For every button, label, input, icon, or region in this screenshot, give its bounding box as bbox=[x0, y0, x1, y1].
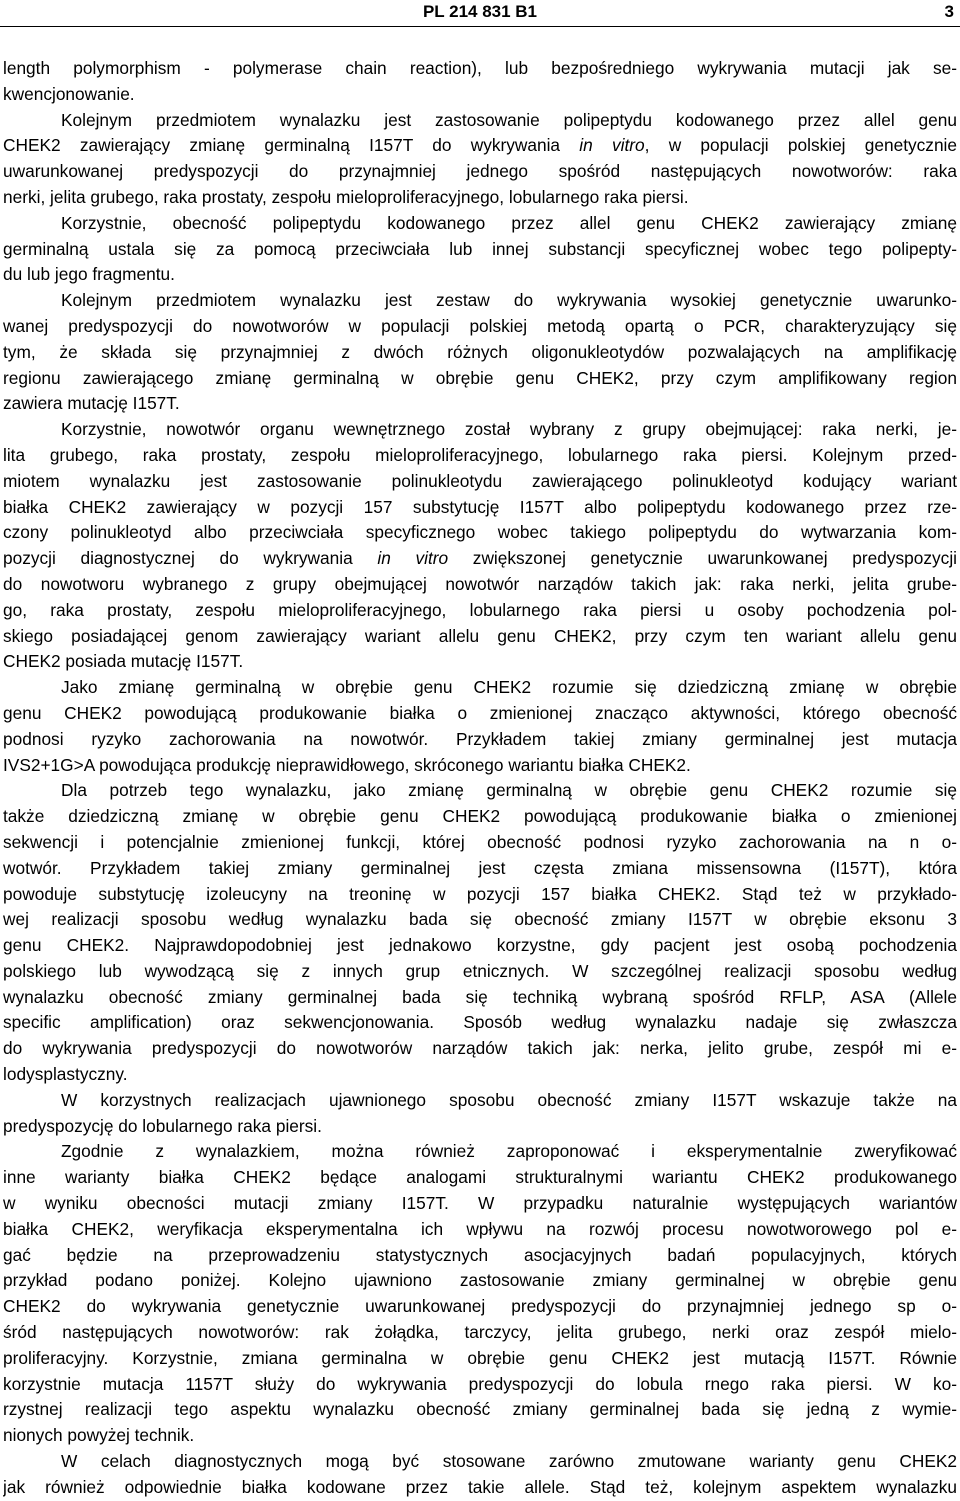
text-line: kwencjonowanie. bbox=[3, 83, 135, 104]
text-line: czony polinukleotyd albo przeciwciała specyficznego wobec takiego polipeptydu do wytwarzania kom- bbox=[3, 522, 957, 543]
text-line: także dziedziczną zmianę w obrębie genu CHEK2 powodującą produkowanie białka o zmienionej bbox=[3, 806, 957, 827]
text-line: uwarunkowanej predyspozycji do przynajmniej jednego spośród następujących nowotworów: raka bbox=[3, 161, 957, 182]
text-line: sekwencji i potencjalnie zmienionej funkcji, której obecność podnosi ryzyko zachorowania na n o- bbox=[3, 831, 957, 852]
text-line: genu CHEK2 powodującą produkowanie białka o zmienionej znacząco aktywności, którego obecność bbox=[3, 702, 957, 723]
text-line: polskiego lub wywodzącą się z innych grup etnicznych. W szczególnej realizacji sposobu według bbox=[3, 960, 957, 981]
text-line: lodysplastyczny. bbox=[3, 1064, 128, 1085]
text-line: w wyniku obecności mutacji zmiany I157T. W przypadku naturalnie występujących wariantów bbox=[3, 1193, 957, 1214]
text-line: śród następujących nowotworów: rak żołądka, tarczycy, jelita grubego, nerki oraz zespół mielo- bbox=[3, 1322, 957, 1343]
text-line: białka CHEK2, weryfikacja eksperymentalna ich wpływu na rozwój procesu nowotworowego pol e- bbox=[3, 1218, 957, 1239]
text-line: rzystnej realizacji tego aspektu wynalazku obecność zmiany germinalnej bada się jedną z wymie- bbox=[3, 1399, 957, 1420]
text-line: du lub jego fragmentu. bbox=[3, 264, 175, 285]
text-line: do nowotworu wybranego z grupy obejmującej nowotwór narządów takich jak: raka nerki, jelita grube- bbox=[3, 573, 957, 594]
text-line: IVS2+1G>A powodująca produkcję nieprawidłowego, skróconego wariantu białka CHEK2. bbox=[3, 754, 691, 775]
text-line: tym, że składa się przynajmniej z dwóch różnych oligonukleotydów pozwalających na amplifikację bbox=[3, 341, 957, 362]
text-line: przykład podano poniżej. Kolejno ujawniono zastosowanie zmiany germinalnej w obrębie genu bbox=[3, 1270, 957, 1291]
text-line: wynalazku obecność zmiany germinalnej bada się techniką wybraną spośród RFLP, ASA (Allele bbox=[3, 986, 957, 1007]
text-line: wej realizacji sposobu według wynalazku bada się obecność zmiany I157T w obrębie eksonu 3 bbox=[3, 909, 957, 930]
text-line: wanej predyspozycji do nowotworów w populacji polskiej metodą opartą o PCR, charakteryzujący się bbox=[3, 315, 957, 336]
page-number: 3 bbox=[944, 2, 954, 21]
page-header bbox=[0, 0, 960, 27]
text-line: podnosi ryzyko zachorowania na nowotwór. Przykładem takiej zmiany germinalnej jest mutacja bbox=[3, 728, 957, 749]
text-line: nerki, jelita grubego, raka prostaty, zespołu mieloproliferacyjnego, lobularnego raka piersi. bbox=[3, 186, 689, 207]
text-line: Kolejnym przedmiotem wynalazku jest zestaw do wykrywania wysokiej genetycznie uwarunko- bbox=[61, 290, 957, 311]
text-line: genu CHEK2. Najprawdopodobniej jest jednakowo korzystne, gdy pacjent jest osobą pochodzenia bbox=[3, 935, 957, 956]
text-line: Dla potrzeb tego wynalazku, jako zmianę germinalną w obrębie genu CHEK2 rozumie się bbox=[61, 780, 957, 801]
text-line: miotem wynalazku jest zastosowanie polinukleotydu zawierającego polinukleotyd kodujący wariant bbox=[3, 470, 957, 491]
text-line: nionych powyżej technik. bbox=[3, 1425, 195, 1446]
text-line: powoduje substytucję izoleucyny na treoninę w pozycji 157 białka CHEK2. Stąd też w przykłado- bbox=[3, 883, 957, 904]
text-line: lita grubego, raka prostaty, zespołu mieloproliferacyjnego, lobularnego raka piersi. Kolejnym przed- bbox=[3, 444, 957, 465]
text-line: gać będzie na przeprowadzeniu statystycznych asocjacyjnych badań populacyjnych, których bbox=[3, 1244, 957, 1265]
document-body bbox=[3, 56, 957, 1501]
text-line: specific amplification) oraz sekwencjonowania. Sposób według wynalazku nadaje się zwłaszcza bbox=[3, 1012, 957, 1033]
text-line: CHEK2 do wykrywania genetycznie uwarunkowanej predyspozycji do przynajmniej jednego sp o- bbox=[3, 1296, 957, 1317]
text-line: regionu zawierającego zmianę germinalną w obrębie genu CHEK2, przy czym amplifikowany region bbox=[3, 367, 957, 388]
text-line: germinalną ustala się za pomocą przeciwciała lub innej substancji specyficznej wobec tego polipepty- bbox=[3, 238, 957, 259]
text-line: Korzystnie, nowotwór organu wewnętrznego został wybrany z grupy obejmującej: raka nerki, je- bbox=[61, 419, 957, 440]
text-line: Zgodnie z wynalazkiem, można również zaproponować i eksperymentalnie zweryfikować bbox=[61, 1141, 957, 1162]
text-line: białka CHEK2 zawierający w pozycji 157 substytucję I157T albo polipeptydu kodowanego przez rze- bbox=[3, 496, 957, 517]
text-line: W korzystnych realizacjach ujawnionego sposobu obecność zmiany I157T wskazuje także na bbox=[61, 1089, 957, 1110]
text-line: skiego posiadającej genom zawierający wariant allelu genu CHEK2, przy czym ten wariant allelu genu bbox=[3, 625, 957, 646]
text-line: Jako zmianę germinalną w obrębie genu CHEK2 rozumie się dziedziczną zmianę w obrębie bbox=[61, 677, 957, 698]
text-line: go, raka prostaty, zespołu mieloproliferacyjnego, lobularnego raka piersi u osoby pochodzenia pol- bbox=[3, 599, 957, 620]
text-line: korzystnie mutacja 1157T służy do wykrywania predyspozycji do lobula rnego raka piersi. W ko- bbox=[3, 1373, 957, 1394]
text-line: Korzystnie, obecność polipeptydu kodowanego przez allel genu CHEK2 zawierający zmianę bbox=[61, 212, 957, 233]
text-line: length polymorphism - polymerase chain reaction), lub bezpośredniego wykrywania mutacji jak se- bbox=[3, 58, 957, 78]
text-line: CHEK2 posiada mutację I157T. bbox=[3, 651, 244, 672]
text-line: pozycji diagnostycznej do wykrywania in vitro zwiększonej genetycznie uwarunkowanej predyspozycji bbox=[3, 548, 957, 569]
text-line: proliferacyjny. Korzystnie, zmiana germinalna w obrębie genu CHEK2 jest mutacją I157T. Równie bbox=[3, 1347, 957, 1368]
text-line: CHEK2 zawierający zmianę germinalną I157T do wykrywania in vitro, w populacji polskiej genetycznie bbox=[3, 135, 957, 156]
text-line: predyspozycję do lobularnego raka piersi. bbox=[3, 1115, 322, 1136]
text-line: wotwór. Przykładem takiej zmiany germinalnej jest częsta zmiana missensowna (I157T), która bbox=[3, 857, 957, 878]
text-line: do wykrywania predyspozycji do nowotworów narządów takich jak: nerka, jelito grube, zespół mi e- bbox=[3, 1038, 957, 1059]
text-line: W celach diagnostycznych mogą być stosowane zarówno zmutowane warianty genu CHEK2 bbox=[61, 1451, 957, 1472]
text-line: jak również odpowiednie białka kodowane przez takie allele. Stąd też, kolejnym aspektem wynalazku bbox=[3, 1476, 957, 1497]
patent-number: PL 214 831 B1 bbox=[422, 2, 538, 21]
text-line: Kolejnym przedmiotem wynalazku jest zastosowanie polipeptydu kodowanego przez allel genu bbox=[61, 109, 957, 130]
text-line: zawiera mutację I157T. bbox=[3, 393, 180, 414]
text-line: inne warianty białka CHEK2 będące analogami strukturalnymi wariantu CHEK2 produkowanego bbox=[3, 1167, 957, 1188]
